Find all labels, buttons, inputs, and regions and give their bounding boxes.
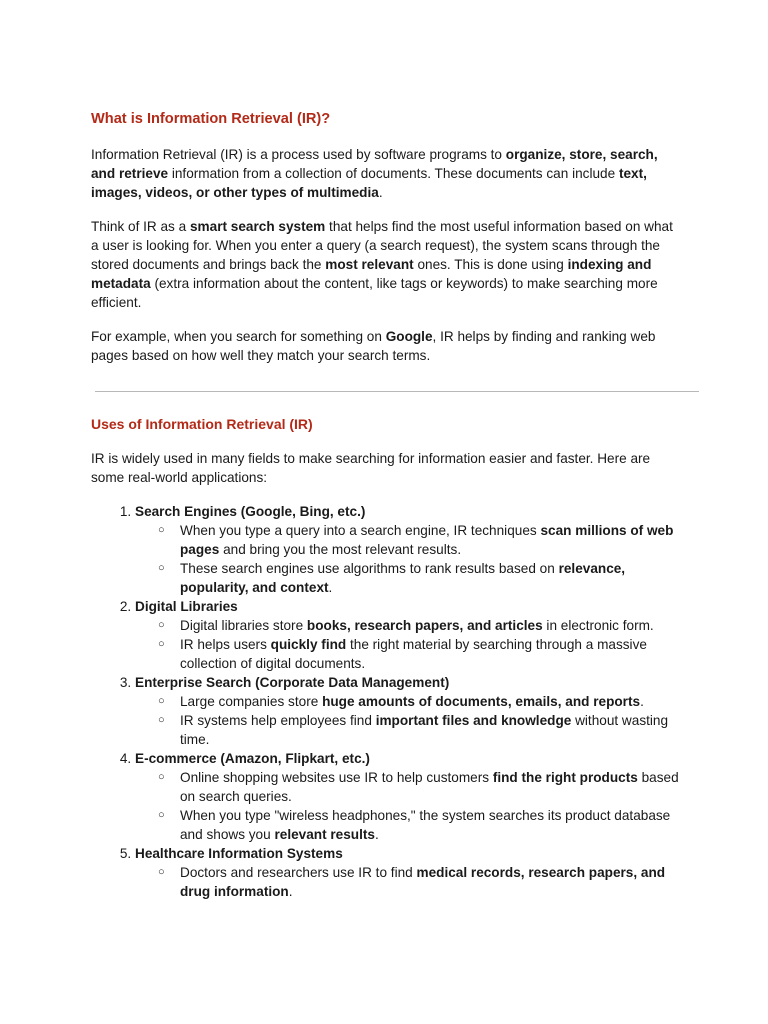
text-run: in electronic form. [542, 618, 654, 633]
bold-text: huge amounts of documents, emails, and reports [322, 694, 641, 709]
text-run: based on search queries. [180, 770, 679, 804]
text-run: . [374, 827, 379, 842]
use-item-points [135, 521, 681, 597]
bold-text: books, research papers, and articles [306, 618, 543, 633]
bold-text: smart search system [189, 219, 326, 234]
section-divider [95, 391, 699, 392]
bold-text: relevance, popularity, and context [180, 561, 626, 595]
use-item-title: E-commerce (Amazon, Flipkart, etc.) [135, 751, 370, 766]
text-run: information from a collection of documents. These documents can include [168, 166, 619, 181]
use-point [180, 692, 681, 711]
use-item [135, 597, 681, 673]
text-run: When you type "wireless headphones," the system searches its product database and shows you [180, 808, 671, 842]
text-run: These search engines use algorithms to rank results based on [180, 561, 559, 576]
use-point [180, 806, 681, 844]
text-run: Large companies store [180, 694, 323, 709]
text-run: IR is widely used in many fields to make searching for information easier and faster. Here are some real-world applications: [91, 451, 651, 485]
bold-text: text, images, videos, or other types of multimedia [91, 166, 647, 200]
text-run: , IR helps by finding and ranking web pages based on how well they match your search terms. [91, 329, 656, 363]
text-run: Digital libraries store [180, 618, 307, 633]
text-run: ones. This is done using [413, 257, 568, 272]
use-point [180, 616, 681, 635]
use-item-title: Healthcare Information Systems [135, 846, 343, 861]
bold-text: relevant results [274, 827, 375, 842]
uses-list [91, 502, 681, 901]
use-item-points [135, 616, 681, 673]
intro-paragraph-2 [91, 217, 681, 312]
text-run: . [640, 694, 644, 709]
use-item [135, 749, 681, 844]
text-run: . [328, 580, 333, 595]
use-item-title: Digital Libraries [135, 599, 238, 614]
bold-text: Google [385, 329, 433, 344]
text-run: IR helps users [180, 637, 271, 652]
text-run: the right material by searching through a massive collection of digital documents. [180, 637, 647, 671]
text-run: Information Retrieval (IR) is a process used by software programs to [91, 147, 506, 162]
text-run: Think of IR as a [91, 219, 190, 234]
use-point [180, 559, 681, 597]
text-run: . [378, 185, 383, 200]
page-title: What is Information Retrieval (IR)? [91, 111, 331, 127]
text-run: that helps find the most useful information based on what a user is looking for. When you enter a query (a search request), the system scans through the stored documents and brings back the [91, 219, 673, 272]
text-run: Doctors and researchers use IR to find [180, 865, 417, 880]
use-item-points [135, 863, 681, 901]
bold-text: indexing and metadata [91, 257, 652, 291]
use-item-points [135, 768, 681, 844]
use-item [135, 502, 681, 597]
text-run: . [288, 884, 293, 899]
bold-text: find the right products [492, 770, 638, 785]
use-item [135, 673, 681, 749]
bold-text: important files and knowledge [375, 713, 572, 728]
use-item-title: Search Engines (Google, Bing, etc.) [135, 504, 366, 519]
text-run: without wasting time. [180, 713, 669, 747]
bold-text: quickly find [270, 637, 347, 652]
bold-text: medical records, research papers, and drug information [180, 865, 666, 899]
uses-intro-paragraph [91, 449, 681, 487]
use-point [180, 635, 681, 673]
use-item-title: Enterprise Search (Corporate Data Management) [135, 675, 450, 690]
text-run: and bring you the most relevant results. [219, 542, 462, 557]
intro-paragraph-1 [91, 145, 681, 202]
use-point [180, 521, 681, 559]
text-run: IR systems help employees find [180, 713, 376, 728]
bold-text: organize, store, search, and retrieve [91, 147, 658, 181]
text-run: (extra information about the content, like tags or keywords) to make searching more efficient. [91, 276, 658, 310]
use-item [135, 844, 681, 901]
use-point [180, 863, 681, 901]
intro-paragraph-3 [91, 327, 681, 365]
section-heading-uses: Uses of Information Retrieval (IR) [91, 416, 313, 432]
use-point [180, 768, 681, 806]
use-item-points [135, 692, 681, 749]
text-run: For example, when you search for something on [91, 329, 386, 344]
bold-text: most relevant [325, 257, 414, 272]
use-point [180, 711, 681, 749]
document-content [91, 109, 681, 901]
text-run: When you type a query into a search engine, IR techniques [180, 523, 541, 538]
bold-text: scan millions of web pages [180, 523, 674, 557]
text-run: Online shopping websites use IR to help customers [180, 770, 493, 785]
